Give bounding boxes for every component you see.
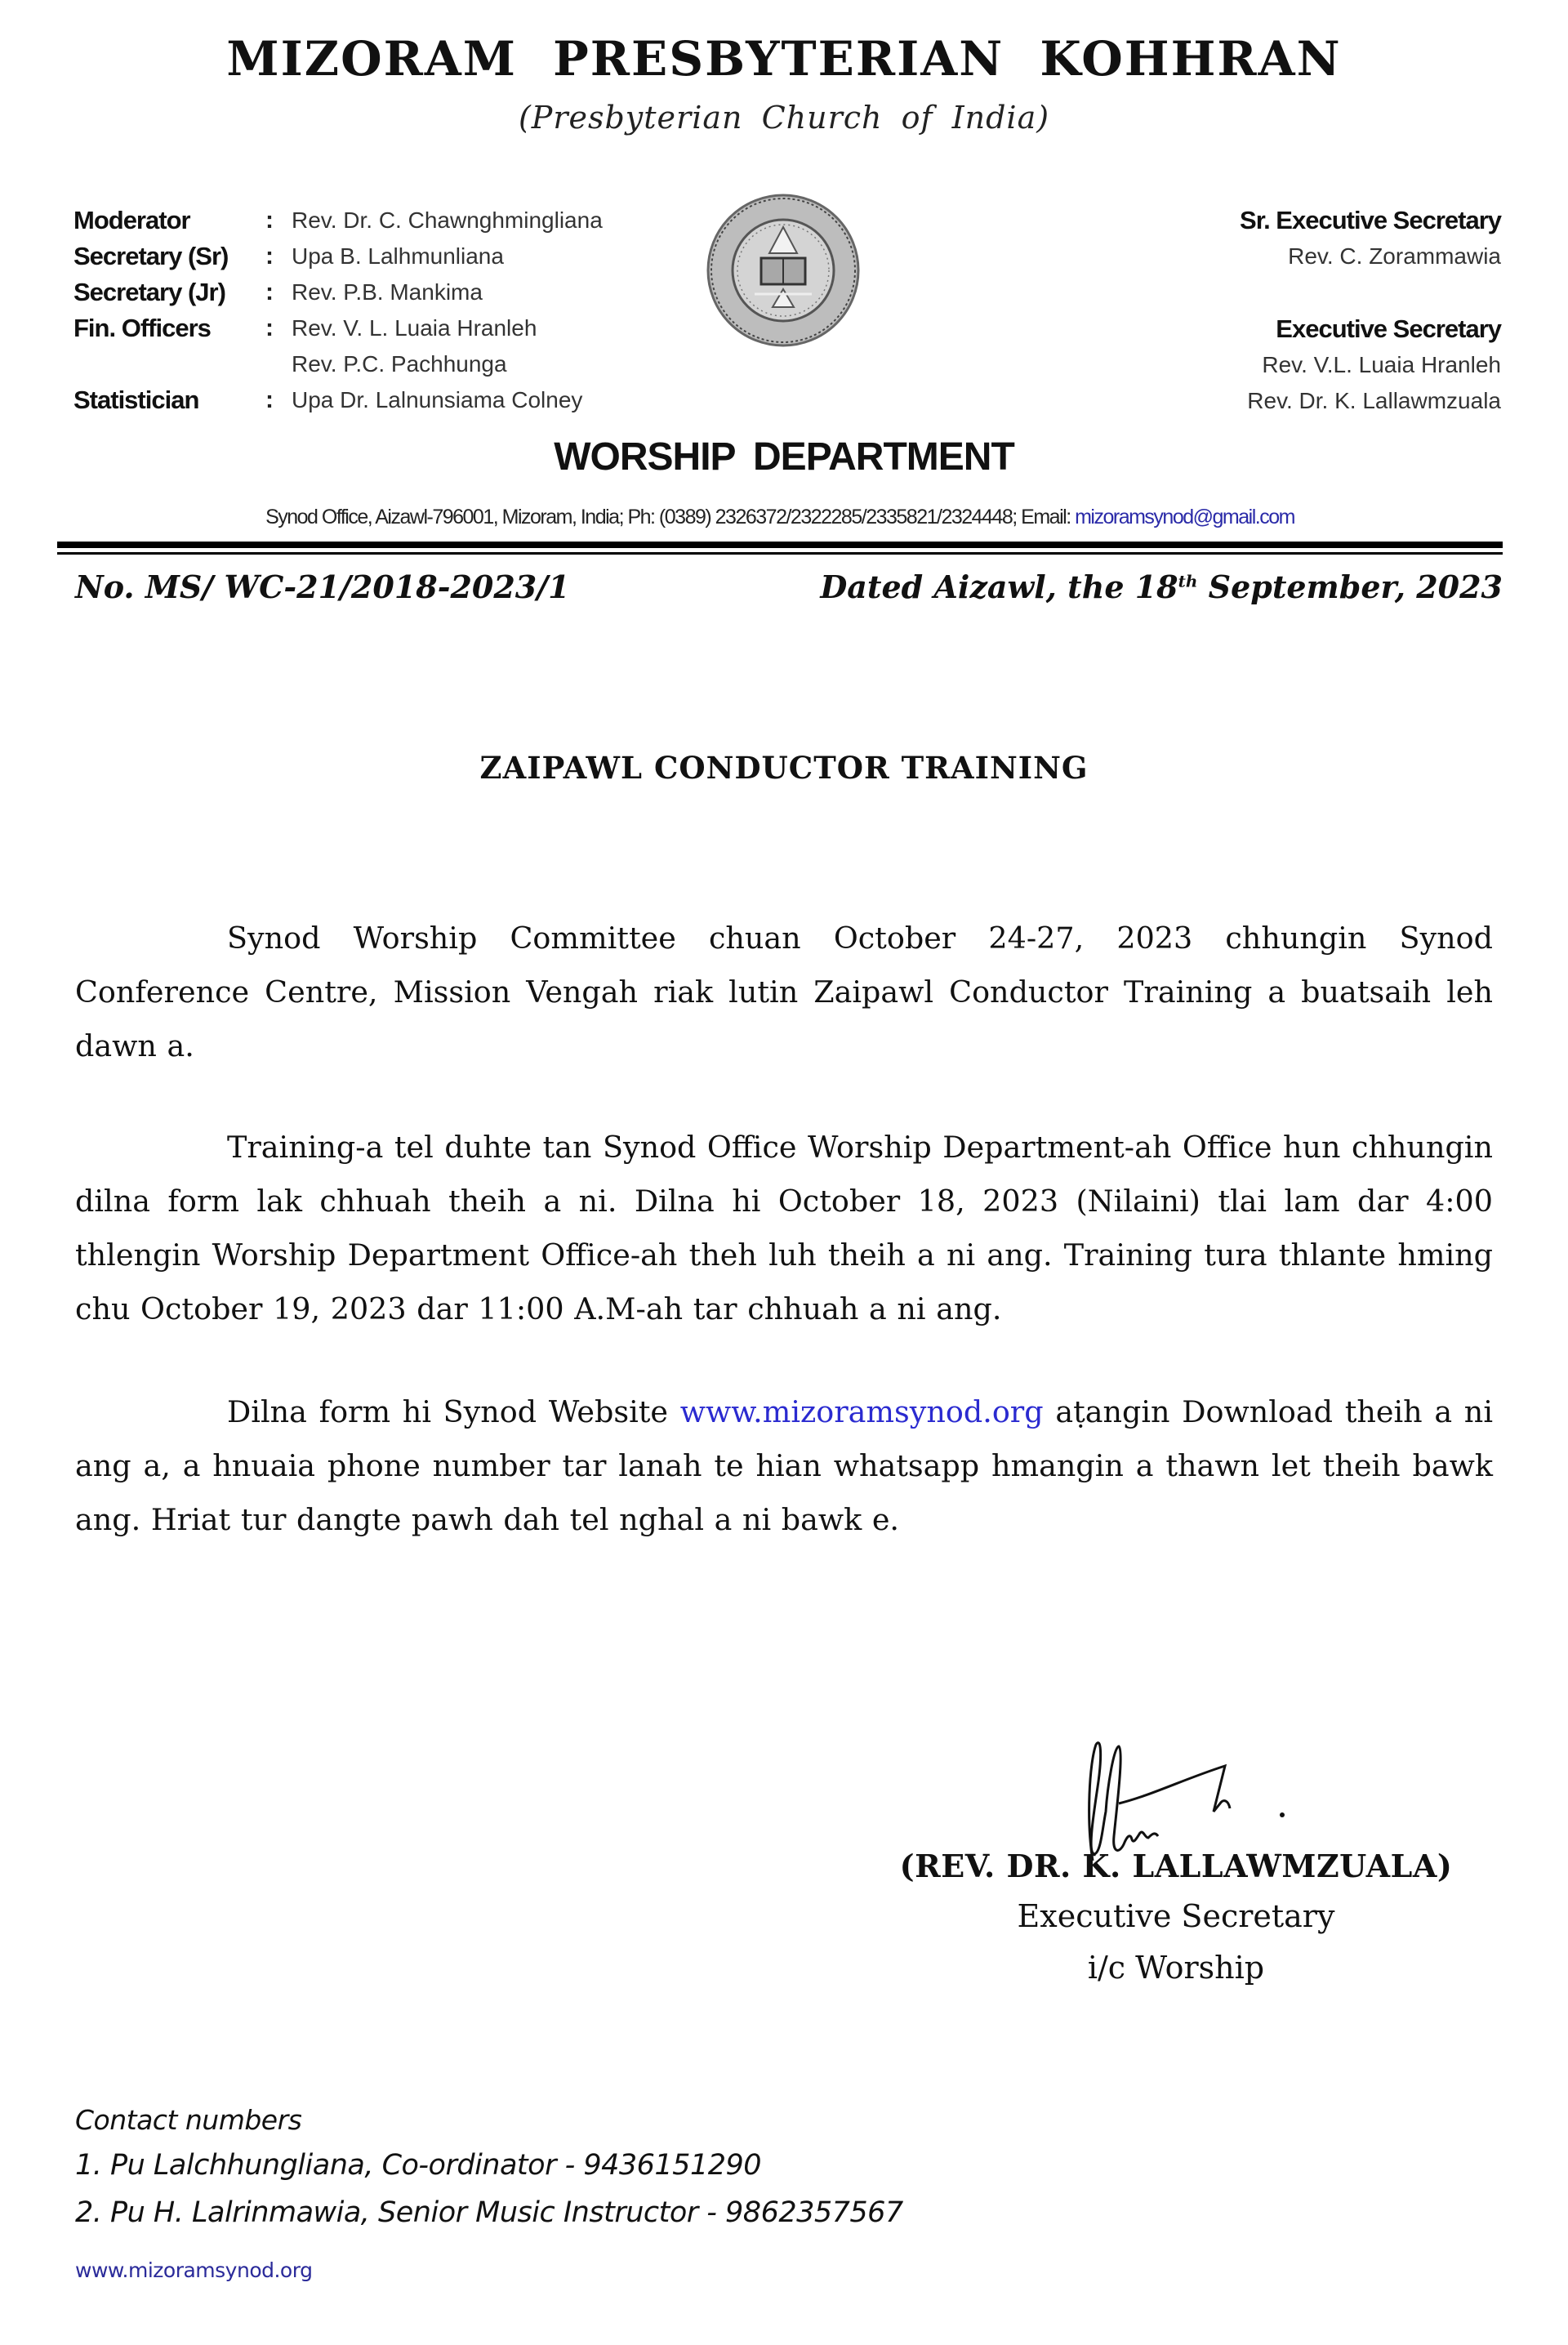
reference-number: No. MS/ WC-21/2018-2023/1 [75,568,570,605]
website-link[interactable]: www.mizoramsynod.org [679,1394,1044,1429]
department-title: WORSHIP DEPARTMENT [554,435,1014,479]
executive-secretaries [1240,203,1501,419]
signatory-title: Executive Secretary [1017,1898,1335,1934]
officer-row [74,382,603,418]
officer-name: Rev. V. L. Luaia Hranleh [292,315,537,341]
signatory-subtitle: i/c Worship [1087,1950,1265,1986]
paragraph-2: Training-a tel duhte tan Synod Office Worship Department-ah Office hun chhungin dilna form lak chhuah theih a ni. Dilna hi October 18, 2023 (Nilaini) tlai lam dar 4:00 thlengin Worship Department Office-ah theh luh theih a ni ang. Training tura thlante hming chu October 19, 2023 dar 11:00 A.M-ah tar chhuah a ni ang. [75,1130,1493,1326]
footer-website-link[interactable]: www.mizoramsynod.org [75,2258,313,2282]
date-prefix: Dated Aizawl, the 18 [820,568,1178,605]
officer-role: Fin. Officers [74,314,211,342]
paragraph-3-text: Dilna form hi Synod Website [227,1394,680,1429]
executive-secretary-label: Executive Secretary [1276,314,1501,343]
officer-row [74,346,603,382]
officer-role: Moderator [74,206,190,234]
officer-colon: : [265,243,274,270]
officers-list [74,203,603,418]
officer-row [74,203,603,239]
officer-name: Rev. P.C. Pachhunga [292,351,507,377]
paragraph-3 [75,1385,1493,1547]
date-suffix: September, 2023 [1197,568,1503,605]
header-rule [57,542,1503,548]
executive-secretary-name: Rev. Dr. K. Lallawmzuala [1247,388,1501,413]
contact-item: 2. Pu H. Lalrinmawia, Senior Music Instructor - 9862357567 [75,2196,903,2229]
paragraph-1: Synod Worship Committee chuan October 24-27, 2023 chhungin Synod Conference Centre, Mission Vengah riak lutin Zaipawl Conductor Training a buatsaih leh dawn a. [75,921,1493,1063]
officer-colon: : [265,386,274,413]
officer-row [74,239,603,274]
organization-subtitle: (Presbyterian Church of India) [518,100,1050,136]
letter-date [820,568,1503,605]
address-text: Synod Office, Aizawl-796001, Mizoram, India; Ph: (0389) 2326372/2322285/2335821/2324448; Email: [265,506,1076,528]
officer-name: Rev. P.B. Mankima [292,279,483,305]
officer-name: Upa Dr. Lalnunsiama Colney [292,387,583,412]
contact-item: 1. Pu Lalchhungliana, Co-ordinator - 9436151290 [75,2149,762,2182]
executive-secretary-name: Rev. V.L. Luaia Hranleh [1262,352,1501,377]
officer-colon: : [265,279,274,305]
organization-title: MIZORAM PRESBYTERIAN KOHHRAN [226,31,1342,87]
officer-name: Upa B. Lalhmunliana [292,243,504,269]
sr-executive-secretary-name: Rev. C. Zorammawia [1288,243,1501,269]
officer-name: Rev. Dr. C. Chawnghmingliana [292,207,603,233]
officer-colon: : [265,207,274,234]
email-link[interactable]: mizoramsynod@gmail.com [1075,506,1294,528]
paragraph-3-text: aṭangin Download theih a ni ang a, a hnuaia phone number tar lanah te hian whatsapp hmangin a thawn let theih bawk ang. Hriat tur dangte pawh dah tel nghal a ni bawk e. [75,1394,1493,1537]
contact-numbers [75,2099,903,2236]
letter-heading: ZAIPAWL CONDUCTOR TRAINING [479,750,1089,786]
date-ordinal: th [1178,571,1198,591]
header-rule [57,552,1503,555]
contacts-heading: Contact numbers [75,2104,302,2136]
signatory-name: (REV. DR. K. LALLAWMZUALA) [899,1848,1453,1884]
officer-row [74,310,603,346]
officer-row [74,274,603,310]
officer-role: Secretary (Sr) [74,242,229,270]
church-seal-icon [706,193,861,348]
officer-colon: : [265,314,274,341]
officer-role: Secretary (Jr) [74,278,225,306]
sr-executive-secretary-label: Sr. Executive Secretary [1240,206,1501,234]
office-address [57,506,1503,529]
officer-role: Statistician [74,386,199,414]
